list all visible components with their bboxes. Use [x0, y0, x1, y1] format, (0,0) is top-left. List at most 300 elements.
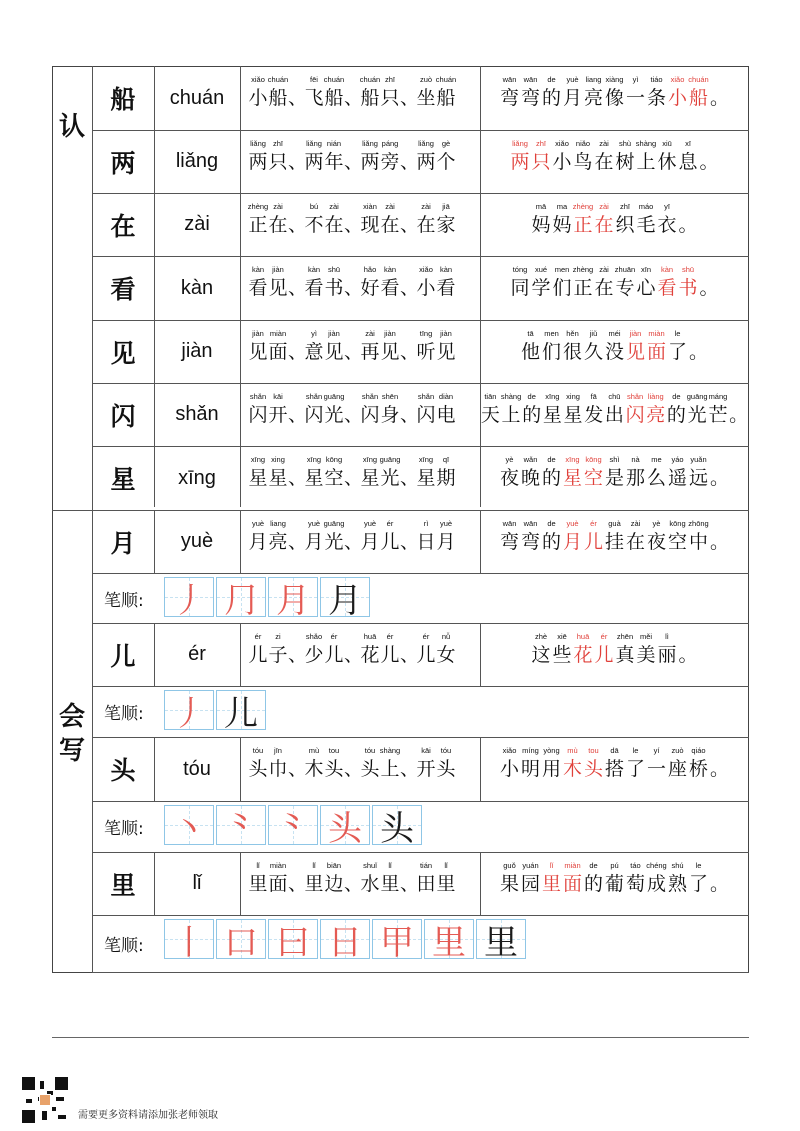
word-separator: 、 [344, 151, 364, 173]
hanzi-char: 晚 [520, 467, 540, 489]
ruby-char [636, 138, 657, 175]
pinyin-annotation: xiàng [605, 75, 624, 84]
hanzi-char: 一 [646, 758, 666, 780]
hanzi-char: 意 [304, 341, 324, 363]
hanzi-char: 成 [646, 873, 666, 895]
tianzige-box [476, 919, 526, 963]
word [416, 518, 456, 555]
pinyin-annotation: chū [608, 392, 621, 401]
pinyin-annotation: shú [671, 861, 684, 870]
pinyin-annotation: miàn [648, 329, 665, 338]
hanzi-char: 再 [360, 341, 380, 363]
hanzi-char: 。 [709, 467, 729, 489]
ruby-char [646, 518, 667, 555]
ruby-char [360, 518, 380, 555]
character-pinyin: tóu [183, 757, 211, 780]
pinyin-annotation: jiàn [440, 329, 452, 338]
ruby-char [728, 391, 749, 428]
ruby-char [268, 264, 288, 301]
pinyin-annotation: kōng [669, 519, 686, 528]
hanzi-char: 面 [268, 341, 288, 363]
ruby-char [380, 201, 400, 238]
ruby-char [360, 745, 380, 782]
pinyin-annotation: zhèng [572, 265, 594, 274]
hanzi-char: 在 [594, 277, 614, 299]
stroke-order-row [92, 915, 749, 972]
hanzi-char: 弯 [499, 531, 519, 553]
hanzi-char: 么 [646, 467, 666, 489]
stroke-step: 头 [380, 808, 414, 849]
pinyin-annotation: páng [381, 139, 399, 148]
ruby-char [708, 391, 729, 428]
example-sentence [480, 264, 749, 301]
hanzi-char: 看 [657, 277, 677, 299]
hanzi-char: 儿 [380, 644, 400, 666]
word-separator: 、 [400, 151, 420, 173]
pinyin-annotation: jiàn [629, 329, 642, 338]
ruby-char [562, 454, 583, 491]
ruby-char [552, 138, 573, 175]
word-separator: 、 [288, 758, 308, 780]
pinyin-annotation: huā [363, 632, 377, 641]
ruby-char [416, 454, 436, 491]
ruby-char [499, 860, 520, 897]
hanzi-char: 见 [625, 341, 645, 363]
hanzi-char: 妈 [552, 214, 572, 236]
pinyin-annotation: shū [681, 265, 695, 274]
hanzi-char: 头 [436, 758, 456, 780]
hanzi-char: 书 [678, 277, 698, 299]
hanzi-char: 。 [729, 404, 749, 426]
ruby-char [615, 201, 636, 238]
pinyin-annotation: xiǎo [502, 746, 517, 755]
hanzi-char: 的 [666, 404, 686, 426]
pinyin-annotation: shū [327, 265, 341, 274]
example-sentence [480, 138, 749, 175]
word-separator: 、 [344, 531, 364, 553]
ruby-char [416, 74, 436, 111]
example-sentence-cell [480, 446, 749, 510]
target-character: 看 [110, 275, 136, 304]
stroke-step: 曰 [276, 922, 310, 963]
hanzi-char: 小 [552, 151, 572, 173]
example-sentence-cell [480, 130, 749, 193]
pinyin-annotation: zuò [419, 75, 433, 84]
hanzi-char: 久 [583, 341, 603, 363]
ruby-char [360, 328, 380, 365]
word-list-cell [240, 852, 480, 915]
hanzi-char: 上 [636, 151, 656, 173]
character-pinyin: lǐ [192, 872, 202, 894]
pinyin-annotation: le [632, 746, 639, 755]
word-separator: 、 [344, 404, 364, 426]
ruby-char [416, 860, 436, 897]
example-sentence-cell [480, 320, 749, 383]
pinyin-annotation: kàn [383, 265, 397, 274]
hanzi-char: 光 [380, 467, 400, 489]
ruby-char [667, 518, 688, 555]
ruby-char [604, 328, 625, 365]
hanzi-char: 园 [520, 873, 540, 895]
hanzi-char: 在 [625, 531, 645, 553]
hanzi-char: 闪 [625, 404, 645, 426]
col-divider [240, 623, 241, 686]
ruby-char [436, 631, 456, 668]
stroke-order-row [92, 801, 749, 852]
ruby-char [625, 518, 646, 555]
word [360, 454, 400, 491]
pinyin-annotation: tóu [252, 746, 264, 755]
hanzi-char: 们 [541, 341, 561, 363]
hanzi-char: 毛 [636, 214, 656, 236]
pinyin-annotation: chuán [359, 75, 381, 84]
vocab-row [92, 852, 749, 915]
pinyin-annotation: yè [652, 519, 661, 528]
character-pinyin: chuán [169, 86, 225, 109]
hanzi-char: 亮 [646, 404, 666, 426]
word [416, 138, 456, 175]
ruby-char [380, 860, 400, 897]
hanzi-char: 没 [604, 341, 624, 363]
hanzi-char: 真 [615, 644, 635, 666]
stroke-step: 里 [484, 922, 518, 963]
word-separator: 、 [344, 277, 364, 299]
hanzi-char: 天 [480, 404, 500, 426]
hanzi-char: 星 [562, 467, 582, 489]
ruby-char [248, 138, 268, 175]
pinyin-annotation: liǎng [250, 139, 266, 148]
hanzi-char: 休 [657, 151, 677, 173]
hanzi-char: 正 [573, 277, 593, 299]
ruby-char [360, 454, 380, 491]
pinyin-annotation: xué [534, 265, 548, 274]
pinyin-annotation: zhēn [616, 632, 634, 641]
pinyin-annotation: zhī [619, 202, 630, 211]
word [248, 860, 288, 897]
stroke-step: 月 [328, 580, 362, 621]
ruby-char [583, 328, 604, 365]
hanzi-char: 头 [360, 758, 380, 780]
hanzi-char: 正 [248, 214, 268, 236]
ruby-char [520, 328, 541, 365]
word-list [248, 264, 456, 301]
ruby-char [380, 454, 400, 491]
pinyin-annotation: kōng [325, 455, 343, 464]
word-separator: 、 [288, 214, 308, 236]
hanzi-char: 果 [499, 873, 519, 895]
word [248, 454, 288, 491]
hanzi-char: 花 [360, 644, 380, 666]
hanzi-char: 上 [380, 758, 400, 780]
word-list-cell [240, 130, 480, 193]
pinyin-annotation: xīng [565, 455, 580, 464]
hanzi-char: 衣 [657, 214, 677, 236]
hanzi-char: 了 [625, 758, 645, 780]
pinyin-annotation: shàng [635, 139, 657, 148]
pinyin-annotation: yòng [543, 746, 560, 755]
hanzi-char: 开 [416, 758, 436, 780]
ruby-char [678, 201, 699, 238]
pinyin-annotation: mā [535, 202, 547, 211]
pinyin-annotation: yì [632, 75, 639, 84]
word-list [248, 391, 456, 428]
ruby-char [646, 328, 667, 365]
ruby-char [615, 631, 636, 668]
word [360, 745, 400, 782]
pinyin-annotation: gè [441, 139, 451, 148]
ruby-char [268, 391, 288, 428]
hanzi-char: 。 [709, 873, 729, 895]
hanzi-char: 夜 [646, 531, 666, 553]
hanzi-char: 在 [416, 214, 436, 236]
ruby-char [563, 391, 584, 428]
hanzi-char: 两 [416, 151, 436, 173]
stroke-order-label: 笔顺: [104, 819, 144, 839]
hanzi-char: 看 [304, 277, 324, 299]
word [416, 201, 456, 238]
pinyin-annotation: xing [271, 455, 285, 464]
word [304, 454, 344, 491]
hanzi-char: 小 [499, 758, 519, 780]
ruby-char [499, 745, 520, 782]
ruby-char [499, 518, 520, 555]
example-sentence-cell [480, 383, 749, 446]
hanzi-char: 巾 [268, 758, 288, 780]
pinyin-annotation: yuè [363, 519, 377, 528]
pinyin-annotation: wān [523, 75, 538, 84]
ruby-char [416, 138, 436, 175]
pinyin-annotation: shǎn [417, 392, 435, 401]
pinyin-annotation: jīn [274, 746, 282, 755]
example-sentence [480, 631, 749, 668]
word-separator: 、 [288, 87, 308, 109]
pinyin-annotation: tīng [419, 329, 433, 338]
ruby-char [436, 328, 456, 365]
pinyin-annotation: táo [630, 861, 641, 870]
word-list-cell [240, 623, 480, 686]
ruby-char [645, 391, 666, 428]
ruby-char [562, 518, 583, 555]
hanzi-char: 里 [248, 873, 268, 895]
hanzi-char: 两 [510, 151, 530, 173]
ruby-char [360, 201, 380, 238]
col-divider [480, 623, 481, 686]
character-pinyin: ér [188, 643, 206, 665]
pinyin-annotation: wān [523, 519, 538, 528]
example-sentence-cell [480, 66, 749, 130]
ruby-char [268, 745, 288, 782]
word [304, 264, 344, 301]
word [360, 631, 400, 668]
hanzi-char: 坐 [416, 87, 436, 109]
ruby-char [380, 74, 400, 111]
pinyin-annotation: shàng [500, 392, 522, 401]
ruby-char [324, 201, 344, 238]
pinyin-annotation: liàng [647, 392, 664, 401]
ruby-char [520, 518, 541, 555]
section-label-write-text: 会写 [58, 702, 85, 766]
ruby-char [501, 391, 522, 428]
stroke-step: ⺆ [224, 580, 258, 621]
ruby-char [268, 631, 288, 668]
ruby-char [646, 74, 667, 111]
example-sentence-cell [480, 256, 749, 320]
tianzige-box [424, 919, 474, 963]
ruby-char [594, 631, 615, 668]
word-separator: 、 [288, 404, 308, 426]
ruby-char [248, 860, 268, 897]
stroke-order-row [92, 686, 749, 737]
ruby-char [667, 860, 688, 897]
hanzi-char: 发 [584, 404, 604, 426]
ruby-char [304, 860, 324, 897]
word-list-cell [240, 193, 480, 256]
ruby-char [436, 860, 456, 897]
row-divider [92, 737, 749, 738]
hanzi-char: 两 [248, 151, 268, 173]
ruby-char [552, 201, 573, 238]
ruby-char [324, 860, 344, 897]
ruby-char [573, 631, 594, 668]
hanzi-char: 专 [615, 277, 635, 299]
ruby-char [562, 745, 583, 782]
hanzi-char: 像 [604, 87, 624, 109]
pinyin-annotation: zài [273, 202, 283, 211]
ruby-char [625, 860, 646, 897]
hanzi-char: 这 [531, 644, 551, 666]
col-divider [480, 852, 481, 915]
example-sentence [480, 328, 749, 365]
pinyin-annotation: xiǎo [251, 75, 265, 84]
pinyin-annotation: tóu [440, 746, 452, 755]
ruby-char [304, 138, 324, 175]
pinyin-annotation: yī [664, 202, 670, 211]
ruby-char [304, 454, 324, 491]
word-list [248, 745, 456, 782]
ruby-char [646, 860, 667, 897]
hanzi-char: 的 [541, 467, 561, 489]
stroke-step: 甲 [380, 922, 414, 963]
pinyin-annotation: fēi [310, 75, 318, 84]
stroke-step: ⺀ [276, 808, 310, 849]
word [248, 391, 288, 428]
pinyin-annotation: nà [631, 455, 640, 464]
target-character: 在 [110, 211, 136, 241]
hanzi-char: 里 [436, 873, 456, 895]
pinyin-annotation: lǐ [549, 861, 554, 870]
pinyin-annotation: shǎo [305, 632, 323, 641]
pinyin-annotation: yuè [439, 519, 453, 528]
ruby-char [625, 74, 646, 111]
pinyin-annotation: yí [653, 746, 660, 755]
hanzi-char: 旁 [380, 151, 400, 173]
target-character: 星 [110, 465, 136, 494]
ruby-char [541, 860, 562, 897]
word-separator: 、 [344, 87, 364, 109]
ruby-char [304, 264, 324, 301]
pinyin-annotation: yuán [522, 861, 539, 870]
pinyin-annotation: pú [610, 861, 619, 870]
hanzi-char: 妈 [531, 214, 551, 236]
hanzi-char: 儿 [416, 644, 436, 666]
ruby-char [324, 518, 344, 555]
word-separator: 、 [400, 531, 420, 553]
hanzi-char: 的 [541, 531, 561, 553]
word [304, 328, 344, 365]
hanzi-char: 儿 [594, 644, 614, 666]
ruby-char [687, 391, 708, 428]
word [360, 74, 400, 111]
vocab-row [92, 510, 749, 573]
tianzige-box [320, 919, 370, 963]
ruby-char [380, 631, 400, 668]
ruby-char [604, 74, 625, 111]
hanzi-char: 边 [324, 873, 344, 895]
pinyin-annotation: shǎn [305, 392, 323, 401]
word-list [248, 631, 456, 668]
ruby-char [520, 454, 541, 491]
ruby-char [709, 74, 730, 111]
tianzige-box [164, 919, 214, 963]
hanzi-char: 面 [562, 873, 582, 895]
word-list [248, 201, 456, 238]
hanzi-char: 闪 [360, 404, 380, 426]
hanzi-char: 星 [360, 467, 380, 489]
hanzi-char: 船 [360, 87, 380, 109]
ruby-char [520, 860, 541, 897]
hanzi-char: 了 [688, 873, 708, 895]
ruby-char [324, 631, 344, 668]
word [360, 391, 400, 428]
pinyin-annotation: biān [326, 861, 342, 870]
hanzi-char: 木 [562, 758, 582, 780]
vocab-row [92, 193, 749, 256]
ruby-char [552, 631, 573, 668]
hanzi-char: 只 [268, 151, 288, 173]
word [416, 328, 456, 365]
tianzige-box [268, 805, 318, 849]
stroke-boxes [164, 577, 372, 621]
ruby-char [248, 201, 268, 238]
ruby-char [360, 631, 380, 668]
ruby-char [594, 138, 615, 175]
pinyin-annotation: tián [419, 861, 433, 870]
col-divider [154, 623, 155, 686]
pinyin-annotation: xiǎo [670, 75, 685, 84]
ruby-char [667, 454, 688, 491]
ruby-char [583, 518, 604, 555]
vocab-row [92, 130, 749, 193]
ruby-char [248, 328, 268, 365]
pinyin-annotation: ér [590, 519, 597, 528]
hanzi-char: 。 [709, 758, 729, 780]
example-sentence-cell [480, 852, 749, 915]
pinyin-annotation: yuè [307, 519, 321, 528]
vocab-row [92, 320, 749, 383]
ruby-char [416, 201, 436, 238]
col-divider [480, 510, 481, 573]
word [248, 264, 288, 301]
ruby-char [583, 860, 604, 897]
ruby-char [248, 745, 268, 782]
hanzi-char: 面 [646, 341, 666, 363]
word-list-cell [240, 383, 480, 446]
hanzi-char: 。 [678, 644, 698, 666]
pinyin-annotation: me [651, 455, 662, 464]
ruby-char [562, 860, 583, 897]
pinyin-annotation: kàn [307, 265, 321, 274]
hanzi-char: 织 [615, 214, 635, 236]
